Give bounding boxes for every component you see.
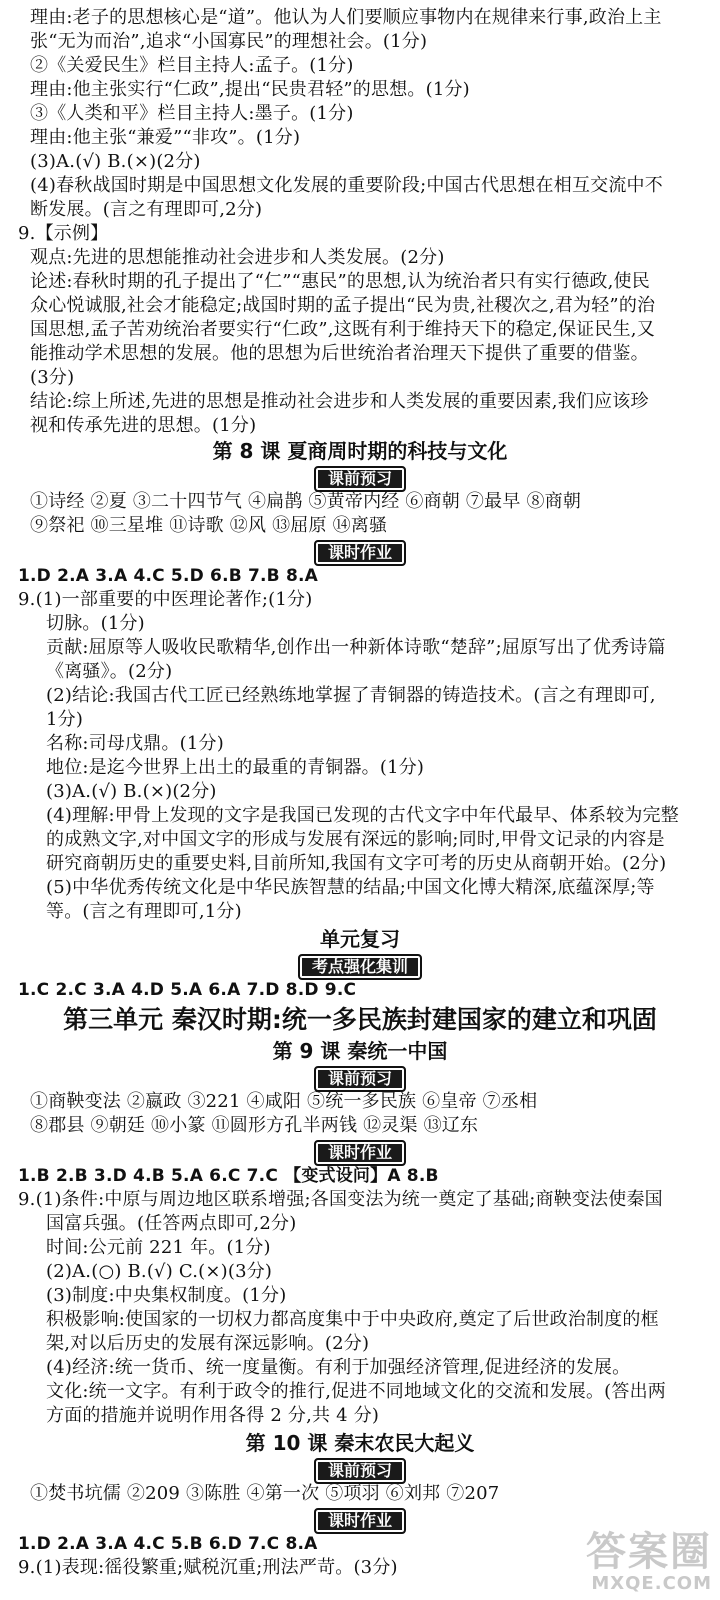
answer-line: 积极影响:使国家的一切权力都高度集中于中央政府,奠定了后世政治制度的框 <box>46 1309 659 1330</box>
preview-badge: 课前预习 <box>314 466 406 492</box>
lesson-8-title: 第 8 课 夏商周时期的科技与文化 <box>212 439 508 463</box>
preview-answers: ①诗经 ②夏 ③二十四节气 ④扁鹊 ⑤黄帝内经 ⑥商朝 ⑦最早 ⑧商朝 <box>30 491 582 512</box>
answer-line: 9.(1)条件:中原与周边地区联系增强;各国变法为统一奠定了基础;商鞅变法使秦国 <box>18 1189 663 1210</box>
answer-line: 视和传承先进的思想。(1分) <box>30 415 257 436</box>
unit-3-title: 第三单元 秦汉时期:统一多民族封建国家的建立和巩固 <box>63 1005 657 1034</box>
answer-line: 众心悦诚服,社会才能稳定;战国时期的孟子提出“民为贵,社稷次之,君为轻”的治 <box>30 295 656 316</box>
unit-review-title: 单元复习 <box>320 927 400 951</box>
answer-line: ②《关爱民生》栏目主持人:孟子。(1分) <box>30 55 354 76</box>
answer-line: 《离骚》。(2分) <box>46 661 173 682</box>
answer-line: (2)结论:我国古代工匠已经熟练地掌握了青铜器的铸造技术。(言之有理即可, <box>46 685 656 706</box>
answer-line: 能推动学术思想的发展。他的思想为后世统治者治理天下提供了重要的借鉴。 <box>30 343 649 364</box>
answer-line: 国思想,孟子苦劝统治者要实行“仁政”,这既有利于维持天下的稳定,保证民生,又 <box>30 319 655 340</box>
answer-line: 文化:统一文字。有利于政令的推行,促进不同地域文化的交流和发展。(答出两 <box>46 1381 667 1402</box>
answer-line: 论述:春秋时期的孔子提出了“仁”“惠民”的思想,认为统治者只有实行德政,使民 <box>30 271 650 292</box>
preview-badge: 课前预习 <box>314 1458 406 1484</box>
answer-line: 理由:他主张“兼爱”“非攻”。(1分) <box>30 127 301 148</box>
preview-answers: ⑧郡县 ⑨朝廷 ⑩小篆 ⑪圆形方孔半两钱 ⑫灵渠 ⑬辽东 <box>30 1115 479 1136</box>
lesson-10-title: 第 10 课 秦末农民大起义 <box>245 1431 475 1455</box>
answer-line: 观点:先进的思想能推动社会进步和人类发展。(2分) <box>30 247 445 268</box>
answer-line: 理由:他主张实行“仁政”,提出“民贵君轻”的思想。(1分) <box>30 79 470 100</box>
homework-badge: 课时作业 <box>314 540 406 566</box>
answer-line: (3)A.(√) B.(×)(2分) <box>30 151 201 172</box>
answer-line: 结论:综上所述,先进的思想是推动社会进步和人类发展的重要因素,我们应该珍 <box>30 391 649 412</box>
answer-line: 地位:是迄今世界上出土的最重的青铜器。(1分) <box>46 757 425 778</box>
answer-line: 贡献:屈原等人吸收民歌精华,创作出一种新体诗歌“楚辞”;屈原写出了优秀诗篇 <box>46 637 666 658</box>
answer-line: (3)制度:中央集权制度。(1分) <box>46 1285 287 1306</box>
answer-line: ③《人类和平》栏目主持人:墨子。(1分) <box>30 103 354 124</box>
answer-line: (5)中华优秀传统文化是中华民族智慧的结晶;中国文化博大精深,底蕴深厚;等 <box>46 877 655 898</box>
mcq-answers: 1.D 2.A 3.A 4.C 5.D 6.B 7.B 8.A <box>18 566 319 586</box>
answer-line: 1分) <box>46 709 84 730</box>
answer-line: 方面的措施并说明作用各得 2 分,共 4 分) <box>46 1405 380 1426</box>
answer-line: (4)经济:统一货币、统一度量衡。有利于加强经济管理,促进经济的发展。 <box>46 1357 631 1378</box>
answer-line: 架,对以后历史的发展有深远影响。(2分) <box>46 1333 370 1354</box>
answer-line: (3)A.(√) B.(×)(2分) <box>46 781 217 802</box>
answer-line: (4)理解:甲骨上发现的文字是我国已发现的古代文字中年代最早、体系较为完整 <box>46 805 679 826</box>
watermark-text: 答案圈 <box>586 1529 712 1575</box>
drill-badge: 考点强化集训 <box>298 954 422 980</box>
preview-answers: ⑨祭祀 ⑩三星堆 ⑪诗歌 ⑫风 ⑬屈原 ⑭离骚 <box>30 515 388 536</box>
answer-line: (4)春秋战国时期是中国思想文化发展的重要阶段;中国古代思想在相互交流中不 <box>30 175 663 196</box>
homework-badge: 课时作业 <box>314 1140 406 1166</box>
homework-badge: 课时作业 <box>314 1508 406 1534</box>
mcq-answers: 1.D 2.A 3.A 4.C 5.B 6.D 7.C 8.A <box>18 1534 318 1554</box>
preview-answers: ①焚书坑儒 ②209 ③陈胜 ④第一次 ⑤项羽 ⑥刘邦 ⑦207 <box>30 1483 500 1504</box>
preview-answers: ①商鞅变法 ②嬴政 ③221 ④咸阳 ⑤统一多民族 ⑥皇帝 ⑦丞相 <box>30 1091 538 1112</box>
answer-line: (2)A.(○) B.(√) C.(×)(3分) <box>46 1261 273 1282</box>
answer-line: 等。(言之有理即可,1分) <box>46 901 242 922</box>
question-number: 9.【示例】 <box>18 223 109 244</box>
answer-line: 9.(1)表现:徭役繁重;赋税沉重;刑法严苛。(3分) <box>18 1557 398 1578</box>
answer-line: 张“无为而治”,追求“小国寡民”的理想社会。(1分) <box>30 31 428 52</box>
answer-line: 时间:公元前 221 年。(1分) <box>46 1237 271 1258</box>
answer-line: 切脉。(1分) <box>46 613 145 634</box>
mcq-answers: 1.B 2.B 3.D 4.B 5.A 6.C 7.C 【变式设问】A 8.B <box>18 1166 439 1186</box>
lesson-9-title: 第 9 课 秦统一中国 <box>272 1039 448 1063</box>
answer-line: (3分) <box>30 367 75 388</box>
answer-line: 断发展。(言之有理即可,2分) <box>30 199 263 220</box>
watermark-logo <box>532 1530 712 1594</box>
answer-line: 的成熟文字,对中国文字的形成与发展有深远的影响;同时,甲骨文记录的内容是 <box>46 829 665 850</box>
answer-line: 理由:老子的思想核心是“道”。他认为人们要顺应事物内在规律来行事,政治上主 <box>30 7 662 28</box>
answer-line: 9.(1)一部重要的中医理论著作;(1分) <box>18 589 313 610</box>
answer-line: 名称:司母戊鼎。(1分) <box>46 733 224 754</box>
watermark-url: MXQE.COM <box>591 1573 712 1594</box>
answer-line: 研究商朝历史的重要史料,目前所知,我国有文字可考的历史从商朝开始。(2分) <box>46 853 667 874</box>
answer-line: 国富兵强。(任答两点即可,2分) <box>46 1213 297 1234</box>
preview-badge: 课前预习 <box>314 1066 406 1092</box>
mcq-answers: 1.C 2.C 3.A 4.D 5.A 6.A 7.D 8.D 9.C <box>18 980 357 1000</box>
